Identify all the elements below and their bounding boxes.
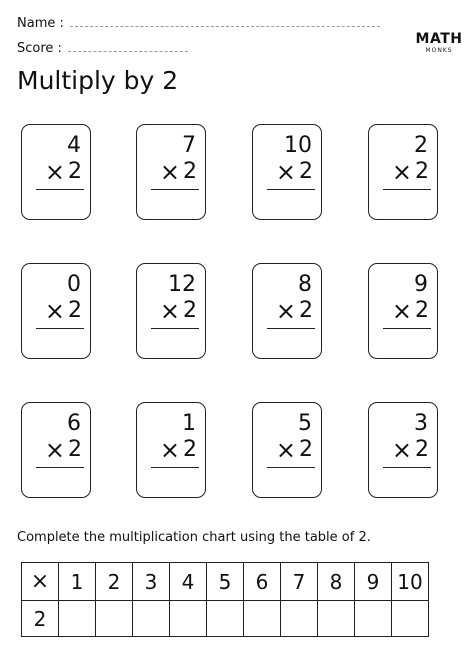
chart-answer-cell[interactable] <box>244 601 281 637</box>
score-line[interactable] <box>68 39 188 52</box>
problem-multiplier: 2 <box>415 298 429 323</box>
times-sign: × <box>275 158 296 186</box>
answer-line <box>383 189 431 190</box>
chart-header-cell: 4 <box>170 563 207 601</box>
answer-line <box>267 189 315 190</box>
chart-corner-times: × <box>22 563 59 601</box>
times-sign: × <box>159 297 180 325</box>
chart-header-row <box>22 563 429 601</box>
problem-multiplier-row <box>276 159 313 185</box>
answer-line <box>267 328 315 329</box>
chart-header-cell: 9 <box>355 563 392 601</box>
chart-answer-cell[interactable] <box>355 601 392 637</box>
problem-card[interactable] <box>368 402 438 498</box>
chart-answer-cell[interactable] <box>281 601 318 637</box>
answer-line <box>383 328 431 329</box>
times-sign: × <box>159 158 180 186</box>
chart-answer-cell[interactable] <box>59 601 96 637</box>
problem-multiplier: 2 <box>183 437 197 462</box>
problem-multiplier-row <box>276 437 313 463</box>
problem-top-number: 2 <box>414 133 428 158</box>
problem-multiplier: 2 <box>299 298 313 323</box>
problem-top-number: 7 <box>182 133 196 158</box>
problem-top-number: 10 <box>284 133 312 158</box>
times-sign: × <box>44 297 65 325</box>
problem-multiplier-row <box>45 298 82 324</box>
problem-multiplier-row <box>392 298 429 324</box>
chart-row-label: 2 <box>22 601 59 637</box>
problem-top-number: 8 <box>298 272 312 297</box>
times-sign: × <box>275 297 296 325</box>
times-sign: × <box>391 297 412 325</box>
problem-top-number: 0 <box>67 272 81 297</box>
problem-multiplier: 2 <box>183 159 197 184</box>
chart-instruction: Complete the multiplication chart using the table of 2. <box>17 530 371 545</box>
chart-answer-cell[interactable] <box>96 601 133 637</box>
page-title: Multiply by 2 <box>17 66 179 95</box>
answer-line <box>36 467 84 468</box>
problem-card[interactable] <box>21 402 91 498</box>
problem-multiplier: 2 <box>299 437 313 462</box>
chart-header-cell: 1 <box>59 563 96 601</box>
problem-card[interactable] <box>368 124 438 220</box>
problem-multiplier: 2 <box>68 437 82 462</box>
problem-multiplier: 2 <box>68 298 82 323</box>
chart-answer-cell[interactable] <box>133 601 170 637</box>
problem-multiplier: 2 <box>183 298 197 323</box>
name-label: Name : <box>17 16 64 31</box>
chart-header-cell: 6 <box>244 563 281 601</box>
problem-card[interactable] <box>252 263 322 359</box>
times-sign: × <box>275 436 296 464</box>
times-sign: × <box>391 436 412 464</box>
problem-top-number: 9 <box>414 272 428 297</box>
score-field[interactable] <box>17 39 188 56</box>
problem-card[interactable] <box>21 263 91 359</box>
problem-multiplier: 2 <box>68 159 82 184</box>
problem-multiplier-row <box>45 159 82 185</box>
problem-multiplier-row <box>276 298 313 324</box>
problem-top-number: 6 <box>67 411 81 436</box>
answer-line <box>151 467 199 468</box>
times-sign: × <box>44 436 65 464</box>
problem-multiplier-row <box>160 437 197 463</box>
logo-sub-text: MONKS <box>425 47 453 54</box>
problem-top-number: 5 <box>298 411 312 436</box>
problem-card[interactable] <box>136 263 206 359</box>
problem-card[interactable] <box>136 402 206 498</box>
problem-top-number: 1 <box>182 411 196 436</box>
chart-header-cell: 8 <box>318 563 355 601</box>
problem-card[interactable] <box>252 402 322 498</box>
chart-header-cell: 2 <box>96 563 133 601</box>
problem-multiplier-row <box>45 437 82 463</box>
problem-card[interactable] <box>252 124 322 220</box>
answer-line <box>267 467 315 468</box>
chart-header-cell: 5 <box>207 563 244 601</box>
problem-multiplier: 2 <box>415 159 429 184</box>
chart-header-cell: 3 <box>133 563 170 601</box>
chart-answer-row <box>22 601 429 637</box>
problem-top-number: 12 <box>168 272 196 297</box>
times-sign: × <box>44 158 65 186</box>
answer-line <box>151 189 199 190</box>
problem-multiplier: 2 <box>299 159 313 184</box>
problem-card[interactable] <box>21 124 91 220</box>
answer-line <box>151 328 199 329</box>
problem-card[interactable] <box>136 124 206 220</box>
name-field[interactable] <box>17 14 380 31</box>
problem-top-number: 3 <box>414 411 428 436</box>
answer-line <box>383 467 431 468</box>
times-sign: × <box>159 436 180 464</box>
logo-main-text: MATH <box>415 31 463 47</box>
problem-top-number: 4 <box>67 133 81 158</box>
problem-multiplier-row <box>392 159 429 185</box>
problem-multiplier-row <box>392 437 429 463</box>
chart-header-cell: 7 <box>281 563 318 601</box>
problem-multiplier: 2 <box>415 437 429 462</box>
multiplication-chart <box>21 562 429 637</box>
chart-answer-cell[interactable] <box>207 601 244 637</box>
chart-answer-cell[interactable] <box>170 601 207 637</box>
times-sign: × <box>391 158 412 186</box>
answer-line <box>36 189 84 190</box>
answer-line <box>36 328 84 329</box>
name-line[interactable] <box>70 14 380 27</box>
score-label: Score : <box>17 41 62 56</box>
problem-card[interactable] <box>368 263 438 359</box>
problem-multiplier-row <box>160 298 197 324</box>
problem-multiplier-row <box>160 159 197 185</box>
chart-header-cell: 10 <box>392 563 429 601</box>
chart-answer-cell[interactable] <box>392 601 429 637</box>
math-monks-logo <box>414 32 464 55</box>
chart-answer-cell[interactable] <box>318 601 355 637</box>
